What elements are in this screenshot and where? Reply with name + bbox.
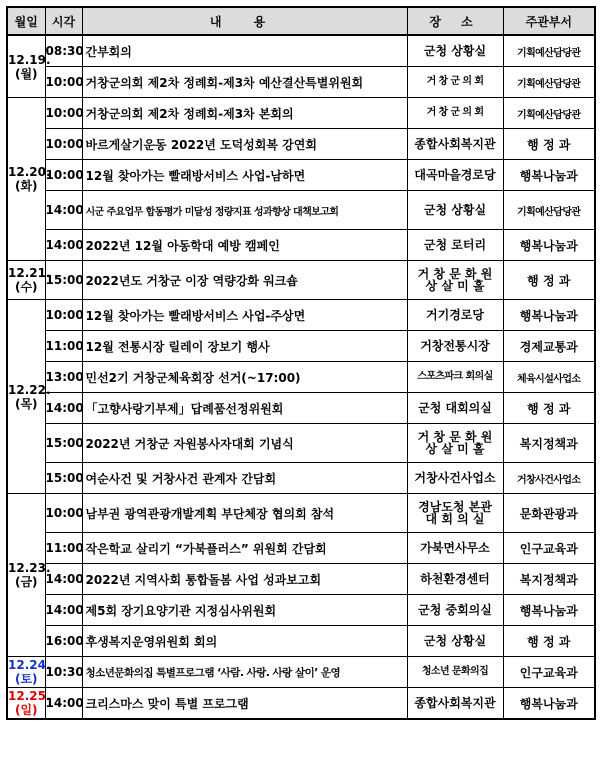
org-cell: 인구교육과 xyxy=(503,533,595,564)
weekday-label: (일) xyxy=(14,703,38,717)
place-line: 상 살 미 홀 xyxy=(425,442,485,456)
schedule-row xyxy=(7,494,595,533)
content-cell: 시군 주요업무 합동평가 미달성 정량지표 성과향상 대책보고회 xyxy=(82,191,407,230)
org-cell: 경제교통과 xyxy=(503,331,595,362)
org-cell: 행복나눔과 xyxy=(503,300,595,331)
org-cell: 복지정책과 xyxy=(503,424,595,463)
org-cell: 행복나눔과 xyxy=(503,230,595,261)
time-cell: 10:00 xyxy=(45,67,82,98)
date-cell xyxy=(7,98,51,261)
date-label: 12.20. xyxy=(8,165,51,179)
header-place: 장 소 xyxy=(407,7,503,35)
time-cell: 14:00 xyxy=(45,688,82,720)
place-line: 경남도청 본관 xyxy=(418,500,492,514)
place-cell: 가북면사무소 xyxy=(407,533,503,564)
header-content: 내 용 xyxy=(82,7,407,35)
time-cell: 11:00 xyxy=(45,331,82,362)
time-cell: 14:00 xyxy=(45,393,82,424)
org-cell: 기획예산담당관 xyxy=(503,67,595,98)
place-cell: 거창사건사업소 xyxy=(407,463,503,494)
place-cell: 군청 로터리 xyxy=(407,230,503,261)
content-cell: 제5회 장기요양기관 지정심사위원회 xyxy=(82,595,407,626)
time-cell: 15:00 xyxy=(45,424,82,463)
time-cell: 10:00 xyxy=(45,98,82,129)
date-cell xyxy=(7,657,51,688)
place-line: 대 회 의 실 xyxy=(425,512,485,526)
org-cell: 행 정 과 xyxy=(503,129,595,160)
org-cell: 거창사건사업소 xyxy=(503,463,595,494)
place-cell: 거 창 군 의 회 xyxy=(407,98,503,129)
content-cell: 크리스마스 맞이 특별 프로그램 xyxy=(82,688,407,720)
place-cell xyxy=(407,261,503,300)
org-cell: 기획예산담당관 xyxy=(503,35,595,67)
schedule-row xyxy=(7,331,595,362)
content-cell: 2022년 거창군 자원봉사자대회 기념식 xyxy=(82,424,407,463)
org-cell: 행복나눔과 xyxy=(503,595,595,626)
org-cell: 기획예산담당관 xyxy=(503,191,595,230)
org-cell: 행 정 과 xyxy=(503,626,595,657)
time-cell: 14:00 xyxy=(45,564,82,595)
org-cell: 행복나눔과 xyxy=(503,688,595,720)
date-cell xyxy=(7,261,51,300)
weekday-label: (화) xyxy=(14,179,38,193)
org-cell: 복지정책과 xyxy=(503,564,595,595)
place-line: 상 살 미 홀 xyxy=(425,279,485,293)
content-cell: 여순사건 및 거창사건 관계자 간담회 xyxy=(82,463,407,494)
weekday-label: (토) xyxy=(14,672,38,686)
place-cell: 스포츠파크 회의실 xyxy=(407,362,503,393)
place-cell: 종합사회복지관 xyxy=(407,129,503,160)
content-cell: 남부권 광역관광개발계획 부단체장 협의회 참석 xyxy=(82,494,407,533)
weekday-label: (수) xyxy=(14,280,38,294)
time-cell: 13:00 xyxy=(45,362,82,393)
schedule-row xyxy=(7,688,595,720)
org-cell: 체육시설사업소 xyxy=(503,362,595,393)
schedule-row xyxy=(7,393,595,424)
org-cell: 문화관광과 xyxy=(503,494,595,533)
time-cell: 14:00 xyxy=(45,595,82,626)
place-cell xyxy=(407,424,503,463)
content-cell: 2022년도 거창군 이장 역량강화 워크숍 xyxy=(82,261,407,300)
date-label: 12.23. xyxy=(8,561,51,575)
place-cell: 거기경로당 xyxy=(407,300,503,331)
org-cell: 기획예산담당관 xyxy=(503,98,595,129)
header-row xyxy=(7,7,595,35)
content-cell: 청소년문화의집 특별프로그램 ‘사람. 사랑. 사랑 살이’ 운영 xyxy=(82,657,407,688)
schedule-row xyxy=(7,533,595,564)
date-label: 12.21. xyxy=(8,266,51,280)
date-cell xyxy=(7,494,51,657)
content-cell: 거창군의회 제2차 정례회-제3차 본회의 xyxy=(82,98,407,129)
schedule-row xyxy=(7,261,595,300)
date-label: 12.25. xyxy=(8,689,51,703)
time-cell: 08:30 xyxy=(45,35,82,67)
content-cell: 12월 찾아가는 빨래방서비스 사업-주상면 xyxy=(82,300,407,331)
place-cell: 군청 중회의실 xyxy=(407,595,503,626)
date-cell xyxy=(7,688,51,720)
place-cell: 종합사회복지관 xyxy=(407,688,503,720)
schedule-row xyxy=(7,129,595,160)
place-cell: 하천환경센터 xyxy=(407,564,503,595)
place-cell xyxy=(407,494,503,533)
schedule-row xyxy=(7,191,595,230)
time-cell: 14:00 xyxy=(45,230,82,261)
schedule-body xyxy=(7,35,595,719)
schedule-row xyxy=(7,98,595,129)
schedule-table xyxy=(6,6,596,720)
time-cell: 14:00 xyxy=(45,191,82,230)
place-cell: 거 창 군 의 회 xyxy=(407,67,503,98)
schedule-row xyxy=(7,67,595,98)
weekday-label: (목) xyxy=(14,396,38,411)
time-cell: 11:00 xyxy=(45,533,82,564)
place-cell: 대곡마을경로당 xyxy=(407,160,503,191)
schedule-row xyxy=(7,362,595,393)
schedule-row xyxy=(7,230,595,261)
schedule-row xyxy=(7,35,595,67)
org-cell: 인구교육과 xyxy=(503,657,595,688)
schedule-row xyxy=(7,564,595,595)
place-line: 거 창 문 화 원 xyxy=(417,430,493,444)
org-cell: 행 정 과 xyxy=(503,261,595,300)
place-cell: 군청 대회의실 xyxy=(407,393,503,424)
weekday-label: (금) xyxy=(14,575,38,589)
content-cell: 거창군의회 제2차 정례회-제3차 예산결산특별위원회 xyxy=(82,67,407,98)
content-cell: 바르게살기운동 2022년 도덕성회복 강연회 xyxy=(82,129,407,160)
content-cell: 2022년 12월 아동학대 예방 캠페인 xyxy=(82,230,407,261)
content-cell: 민선2기 거창군체육회장 선거(~17:00) xyxy=(82,362,407,393)
header-time: 시각 xyxy=(45,7,82,35)
place-cell: 군청 상황실 xyxy=(407,35,503,67)
schedule-row xyxy=(7,626,595,657)
date-label: 12.19. xyxy=(8,52,51,67)
time-cell: 10:30 xyxy=(45,657,82,688)
weekday-label: (월) xyxy=(14,66,38,81)
place-cell: 청소년 문화의집 xyxy=(407,657,503,688)
place-cell: 거창전통시장 xyxy=(407,331,503,362)
time-cell: 16:00 xyxy=(45,626,82,657)
content-cell: 작은학교 살리기 “가북플러스” 위원회 간담회 xyxy=(82,533,407,564)
org-cell: 행복나눔과 xyxy=(503,160,595,191)
schedule-row xyxy=(7,300,595,331)
content-cell: 간부회의 xyxy=(82,35,407,67)
schedule-row xyxy=(7,463,595,494)
schedule-row xyxy=(7,160,595,191)
content-cell: 12월 찾아가는 빨래방서비스 사업-남하면 xyxy=(82,160,407,191)
content-cell: 12월 전통시장 릴레이 장보기 행사 xyxy=(82,331,407,362)
place-cell: 군청 상황실 xyxy=(407,191,503,230)
date-label: 12.22. xyxy=(8,382,51,397)
schedule-row xyxy=(7,657,595,688)
time-cell: 10:00 xyxy=(45,160,82,191)
header-org: 주관부서 xyxy=(503,7,595,35)
schedule-row xyxy=(7,595,595,626)
content-cell: 「고향사랑기부제」답례품선정위원회 xyxy=(82,393,407,424)
org-cell: 행 정 과 xyxy=(503,393,595,424)
date-cell xyxy=(7,300,51,494)
date-cell xyxy=(7,35,51,98)
time-cell: 10:00 xyxy=(45,300,82,331)
time-cell: 15:00 xyxy=(45,463,82,494)
date-label: 12.24. xyxy=(8,658,51,672)
place-line: 거 창 문 화 원 xyxy=(417,267,493,281)
header-date: 월일 xyxy=(7,7,45,35)
time-cell: 10:00 xyxy=(45,129,82,160)
content-cell: 후생복지운영위원회 회의 xyxy=(82,626,407,657)
time-cell: 10:00 xyxy=(45,494,82,533)
content-cell: 2022년 지역사회 통합돌봄 사업 성과보고회 xyxy=(82,564,407,595)
time-cell: 15:00 xyxy=(45,261,82,300)
schedule-row xyxy=(7,424,595,463)
place-cell: 군청 상황실 xyxy=(407,626,503,657)
